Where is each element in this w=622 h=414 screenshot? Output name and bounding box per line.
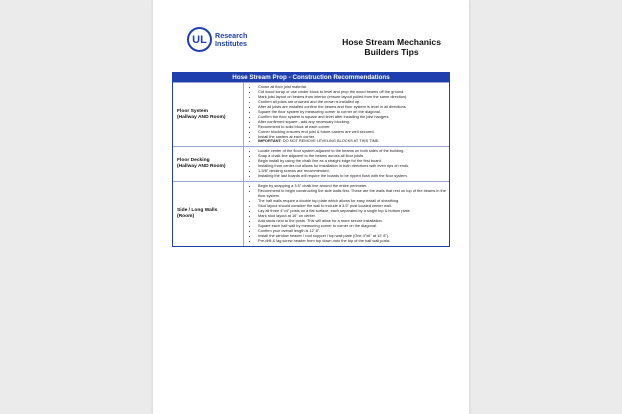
ul-research-institutes-logo: [187, 27, 247, 52]
list-item: • 1-5/8" decking screws are recommended.: [258, 169, 446, 174]
list-item: • Begin install by using the chalk line as a straight edge for the first board.: [258, 159, 446, 164]
list-item: • After all joists are installed confirm the beams and floor system is level in all directions.: [258, 105, 446, 110]
tips-list: [244, 182, 449, 245]
category-subtitle: (Room): [177, 213, 195, 219]
document-page: [153, 0, 469, 414]
category-subtitle: (Hallway AND Room): [177, 164, 226, 170]
logo-line-1: Research: [215, 30, 248, 40]
list-item: • Snap a chalk line adjacent to the beams across all floor joists.: [258, 154, 446, 159]
title-line-1: Hose Stream Mechanics: [342, 37, 441, 47]
list-item-important: [258, 139, 446, 144]
list-item: • Locate center of the floor system adjacent to the beams on both sides of the building.: [258, 149, 446, 154]
list-item: • Add studs next to the posts. This will allow for a more secure installation.: [258, 219, 446, 224]
logo-text: [215, 32, 247, 48]
list-item: • After confirmed square - add any necessary blocking.: [258, 120, 446, 125]
table-row-side-long-walls: [173, 181, 449, 245]
list-item: • Install the window header / roof support / top wall plate (One 4"x6" at 12' 8").: [258, 234, 446, 239]
category-subtitle: (Hallway AND Room): [177, 114, 226, 120]
list-item: • Lay all three 4"x4" posts on a flat surface, each separated by a single top & bottom plate.: [258, 209, 446, 214]
table-row-floor-system: [173, 82, 449, 146]
list-item: • Recommend to solid block at each corner.: [258, 125, 446, 130]
category-title: Side / Long Walls: [177, 207, 218, 213]
tips-list: [244, 147, 449, 181]
list-item: • Mark joist layout on beams from interior (ensure layout pulled from the same direction).: [258, 95, 446, 100]
list-item: • Installing from center-out allows for installation in both directions with even rips on ends.: [258, 164, 446, 169]
title-line-2: Builders Tips: [364, 47, 419, 57]
category-cell: [173, 182, 244, 245]
list-item: • Install the casters at each corner.: [258, 135, 446, 140]
list-item: • Stud layout should consider the wall to include a 3.5" post located center wall.: [258, 204, 446, 209]
recommendations-table: [172, 72, 450, 247]
list-item: • Square each half wall by measuring corner to corner on the diagonal.: [258, 224, 446, 229]
logo-line-2: Institutes: [215, 38, 247, 48]
list-item: • The half walls require a double top plate which allows for easy install of sheathing.: [258, 199, 446, 204]
list-item: • Pre-drill & lag screw header from top down onto the top of the half wall posts.: [258, 239, 446, 244]
list-item: • Square the floor system by measuring corner to corner on the diagonal.: [258, 110, 446, 115]
category-title: Floor System: [177, 108, 208, 114]
list-item: • Corner blocking ensures end joist & future casters are well secured.: [258, 130, 446, 135]
list-item: • Confirm all joists are crowned and the crown is installed up.: [258, 100, 446, 105]
table-row-floor-decking: [173, 146, 449, 181]
category-title: Floor Decking: [177, 158, 210, 164]
important-label: IMPORTANT:: [258, 138, 282, 144]
list-item: • Confirm your overall length is 12' 8".: [258, 229, 446, 234]
important-text: DO NOT REMOVE LEVELING BLOCKS AT THIS TIME.: [281, 138, 380, 144]
list-item: • Begin by snapping a 3.5" chalk line around the entire perimeter.: [258, 184, 446, 189]
table-header: Hose Stream Prop - Construction Recommendations: [173, 73, 449, 82]
list-item: • Confirm the floor system is square and level after installing the joist hangers.: [258, 115, 446, 120]
category-cell: [173, 147, 244, 181]
ul-logo-icon: UL: [187, 27, 212, 52]
list-item: • Crown all floor joist material.: [258, 85, 446, 90]
list-item: • Recommend to begin constructing the side walls first. These are the walls that rest on top of the beams in the floor system.: [258, 189, 446, 199]
category-cell: [173, 83, 244, 146]
list-item: • Mark stud layout at 16" on center.: [258, 214, 446, 219]
page-title: [342, 37, 441, 57]
tips-list: [244, 83, 449, 146]
list-item: • Installing the last boards will require the boards to be ripped flush with the floor system.: [258, 174, 446, 179]
list-item: • Cut wood scrap or use cinder block to level and prop the wood beams off the ground.: [258, 90, 446, 95]
